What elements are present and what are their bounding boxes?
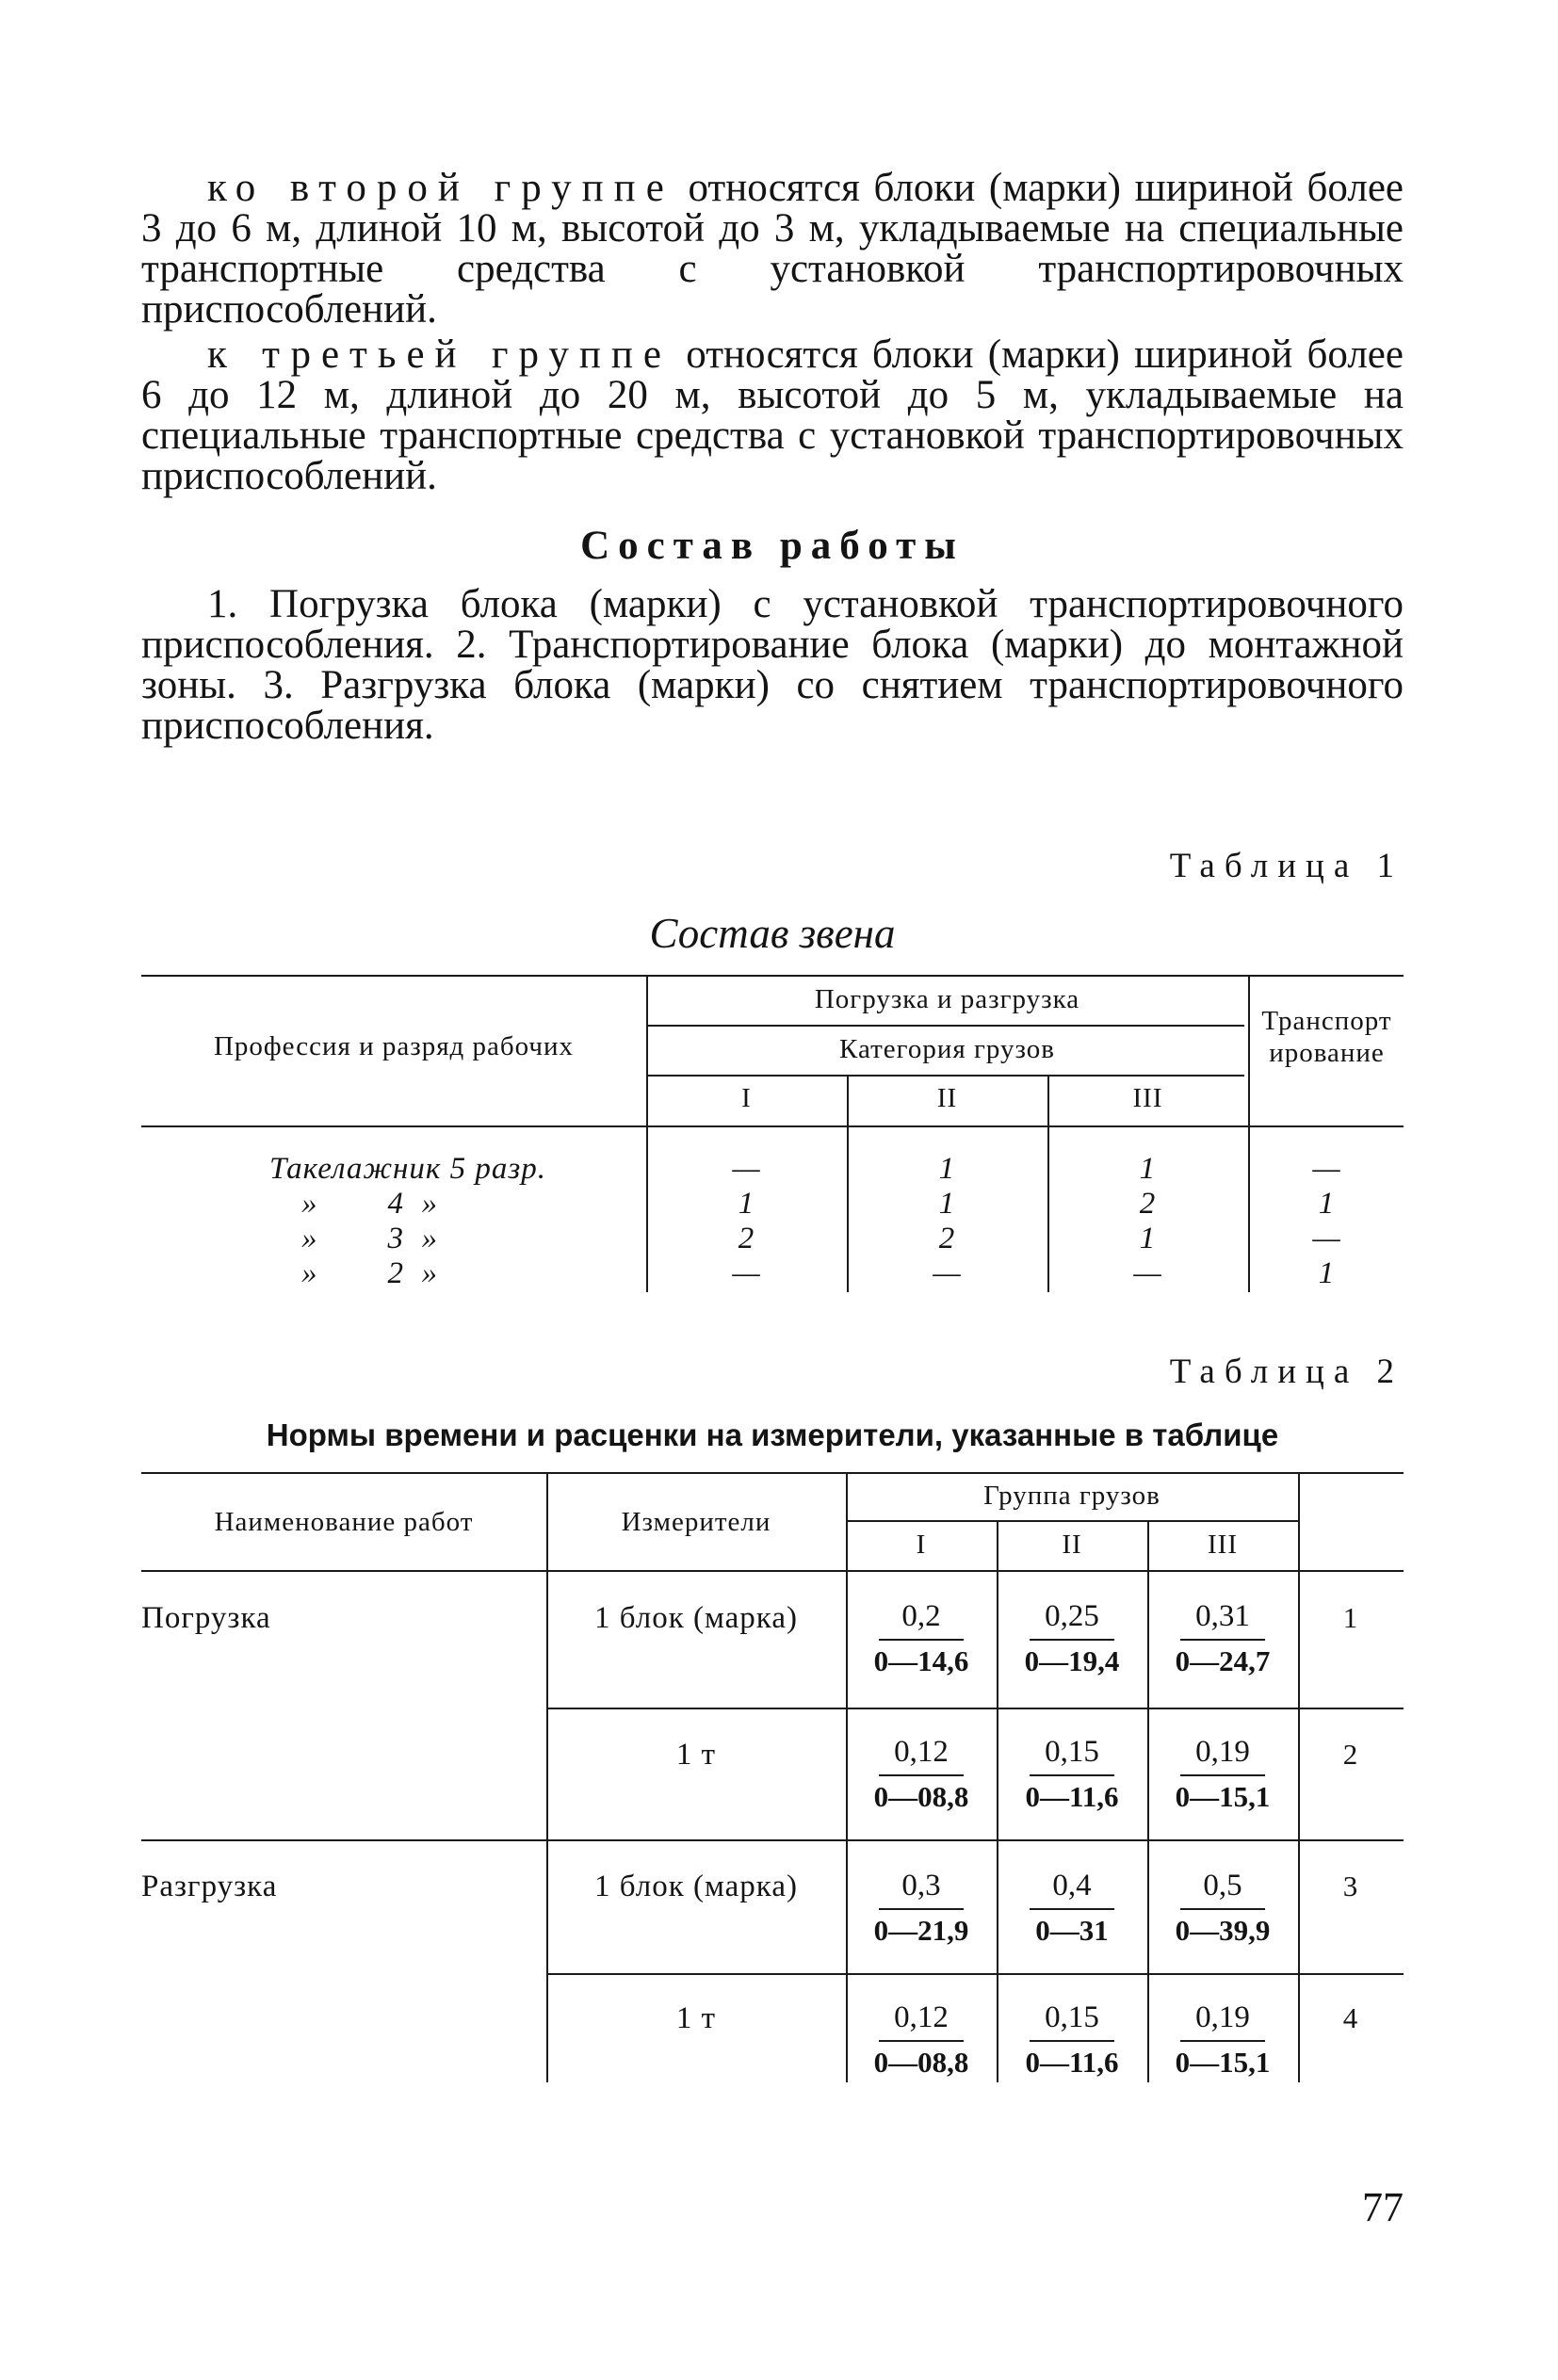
table1-header-profession: Профессия и разряд рабочих — [213, 1031, 575, 1061]
section-title: Состав работы — [580, 524, 965, 568]
table2-norm-time: 0,15 — [1045, 2000, 1099, 2034]
table1-cell: 1 — [1318, 1256, 1336, 1290]
table1-cell: — — [732, 1256, 761, 1290]
table1-cell: 1 — [1139, 1222, 1157, 1255]
table2-meter: 1 т — [675, 1738, 717, 1772]
table2-norm-time: 0,25 — [1045, 1599, 1099, 1633]
paragraph-text: относятся блоки (марки) шириной более 3 до 6 м, длиной 10 м, высотой до 3 м, укладываемые на специальные транспортные средства с установкой транспортировочных приспособлений. — [141, 166, 1404, 332]
table1-cell: 2 — [938, 1222, 956, 1255]
table2-row-number: 3 — [1342, 1870, 1359, 1902]
table1-row-label: » 3 » — [301, 1222, 438, 1255]
table1-header-cat2: II — [936, 1083, 958, 1113]
table2-rate: 0—39,9 — [1175, 1914, 1271, 1947]
table2-work-label: Разгрузка — [141, 1870, 278, 1903]
table2-rate: 0—21,9 — [873, 1914, 969, 1947]
table2-norm-time: 0,31 — [1195, 1599, 1250, 1633]
table1-header-cat1: I — [741, 1083, 752, 1113]
emphasis-lead: к третьей группе — [207, 332, 672, 377]
table2-header-group: Группа грузов — [983, 1481, 1160, 1511]
table1-cell: 1 — [1318, 1187, 1336, 1221]
table1-title: Состав звена — [649, 910, 896, 957]
table1-cell: 1 — [738, 1187, 755, 1221]
table2-row-number: 2 — [1342, 1738, 1359, 1771]
table1-header-category: Категория грузов — [839, 1034, 1055, 1064]
table2-title: Нормы времени и расценки на измерители, указанные в таблице — [266, 1417, 1279, 1452]
table1-cell: — — [732, 1152, 761, 1186]
table2-rate: 0—14,6 — [873, 1644, 969, 1677]
table2-meter: 1 блок (марка) — [594, 1870, 798, 1903]
emphasis-lead: ко второй группе — [207, 166, 674, 210]
table2-meter: 1 блок (марка) — [594, 1601, 798, 1635]
table2-rate: 0—15,1 — [1175, 1780, 1271, 1813]
table2-rate: 0—15,1 — [1175, 2046, 1271, 2079]
table2-row-number: 1 — [1342, 1601, 1359, 1634]
table1-cell: — — [1312, 1222, 1341, 1255]
table2-header-g2: II — [1062, 1530, 1082, 1560]
table1-header-loading: Погрузка и разгрузка — [814, 984, 1080, 1014]
document-page — [141, 0, 1404, 2380]
table1-cell: — — [933, 1256, 962, 1290]
table1-header-cat3: III — [1132, 1083, 1163, 1113]
table1-cell: 1 — [1139, 1152, 1157, 1186]
table2-rate: 0—19,4 — [1024, 1644, 1120, 1677]
table2-norm-time: 0,5 — [1203, 1869, 1242, 1902]
table2-header-work: Наименование работ — [214, 1507, 474, 1537]
table1-header-transport: Транспортирование — [1261, 1006, 1392, 1068]
paragraph-text: относятся блоки (марки) шириной более 6 до 12 м, длиной до 20 м, высотой до 5 м, укладываемые на специальные транспортные средства с установкой транспортировочных приспособлений. — [141, 332, 1404, 498]
table2-caption: Таблица 2 — [1169, 1352, 1404, 1391]
table1-cell: 2 — [1139, 1187, 1157, 1221]
table2-norm-time: 0,4 — [1052, 1869, 1092, 1902]
table1-row-label: Такелажник 5 разр. — [268, 1152, 546, 1186]
page-number: 77 — [1362, 2184, 1404, 2230]
table2-rate: 0—31 — [1035, 1914, 1109, 1947]
table1-cell: 2 — [738, 1222, 755, 1255]
table2-norm-time: 0,3 — [901, 1869, 941, 1902]
table2-rate: 0—11,6 — [1025, 1780, 1119, 1813]
table1-cell: 1 — [938, 1152, 956, 1186]
section-text: 1. Погрузка блока (марки) с установкой транспортировочного приспособления. 2. Транспортирование блока (марки) до монтажной зоны. 3. Разгрузка блока (марки) со снятием транспортировочного приспособления. — [141, 582, 1404, 748]
table2-norm-time: 0,19 — [1195, 2000, 1250, 2034]
table2-header-meter: Измерители — [621, 1507, 771, 1537]
table2-header-g3: III — [1208, 1530, 1238, 1560]
table2-norm-time: 0,12 — [894, 2000, 949, 2034]
table1-caption: Таблица 1 — [1169, 847, 1404, 885]
table2-rate: 0—11,6 — [1025, 2046, 1119, 2079]
paragraph-second-group — [141, 168, 1404, 330]
table1-cell: — — [1312, 1152, 1341, 1186]
table1-row-label: » 4 » — [301, 1187, 438, 1221]
table1-row-label: » 2 » — [301, 1256, 438, 1290]
table2-rate: 0—08,8 — [873, 2046, 969, 2079]
table2-norm-time: 0,2 — [901, 1599, 941, 1633]
table1-cell: 1 — [938, 1187, 956, 1221]
table2-row-number: 4 — [1342, 2001, 1359, 2034]
paragraph-third-group — [141, 334, 1404, 496]
table2-meter: 1 т — [675, 2001, 717, 2035]
table2-rate: 0—24,7 — [1175, 1644, 1271, 1677]
table2-work-label: Погрузка — [141, 1601, 271, 1635]
table2-norm-time: 0,19 — [1195, 1735, 1250, 1769]
table2-norm-time: 0,15 — [1045, 1735, 1099, 1769]
table2-norm-time: 0,12 — [894, 1735, 949, 1769]
table2-header-g1: I — [916, 1530, 927, 1560]
table1-cell: — — [1133, 1256, 1162, 1290]
table2-rate: 0—08,8 — [873, 1780, 969, 1813]
